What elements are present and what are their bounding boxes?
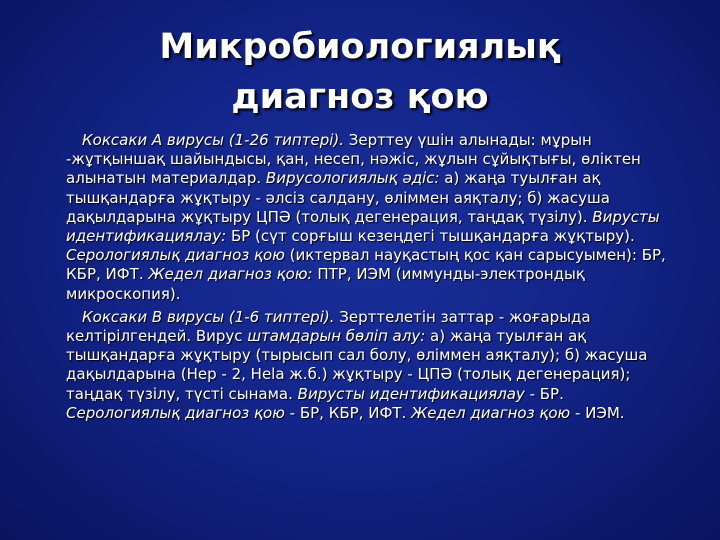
- para1-segment: ПТР, ИЭМ (иммунды-электрондық микроскопия).: [66, 265, 585, 303]
- para1-segment: БР (сүт сорғыш кезеңдегі тышқандарға жұқтыру).: [226, 227, 635, 246]
- para2-segment: Коксаки В вирусы (1-6 типтері).: [82, 307, 335, 326]
- slide-body: [66, 131, 682, 427]
- title-line-1: Микробиологиялық: [159, 27, 561, 67]
- para1-segment: а) жаңа туылған ақ тышқандарға жұқтыру - әлсіз салдану, өліммен аяқталу; б) жасуша дақылдарына жұқтыру ЦПӘ (толық дегенерация, таңдақ түзілу).: [66, 169, 610, 226]
- para1-segment: Вирусты идентификациялау:: [66, 207, 660, 246]
- paragraph-coxsackie-b: [66, 308, 682, 423]
- para1-segment: Жедел диагноз қою:: [148, 265, 313, 284]
- paragraph-coxsackie-a: [66, 131, 682, 304]
- para2-segment: Зерттелетін заттар - жоғарыда келтірілгендей. Вирус: [66, 307, 591, 346]
- para2-segment: штамдарын бөліп алу:: [247, 327, 426, 346]
- title-line-2: диагноз қою: [231, 77, 489, 117]
- para1-segment: (иктервал науқастың қос қан сарысуымен): БР, КБР, ИФТ.: [66, 246, 666, 284]
- para2-segment: Серологиялық диагноз қою: [66, 403, 285, 422]
- para1-segment: Вирусологиялық әдіс:: [265, 169, 440, 188]
- para2-segment: - БР, КБР, ИФТ.: [284, 403, 412, 422]
- para2-segment: - ИЭМ.: [570, 403, 625, 422]
- para1-segment: Серологиялық диагноз қою: [66, 246, 285, 265]
- para2-segment: Жедел диагноз қою: [411, 403, 571, 422]
- para2-segment: а) жаңа туылған ақ тышқандарға жұқтыру (тырысып сал болу, өліммен аяқталу); б) жасуша дақылдарына (Нер - 2, Неla ж.б.) жұқтыру - ЦПӘ (толық дегенерация); таңдақ түзілу, түсті сынама.: [66, 327, 648, 403]
- slide-title: [0, 22, 720, 122]
- para2-segment: - БР.: [524, 384, 564, 403]
- para1-segment: Коксаки А вирусы (1-26 типтері).: [82, 131, 345, 149]
- para2-segment: Вирусты идентификациялау: [297, 384, 525, 403]
- para1-segment: Зерттеу үшін алынады: мұрын -жұтқыншақ шайындысы, қан, несеп, нәжіс, жұлын сұйықтығы, өліктен алынатын материалдар.: [66, 131, 641, 188]
